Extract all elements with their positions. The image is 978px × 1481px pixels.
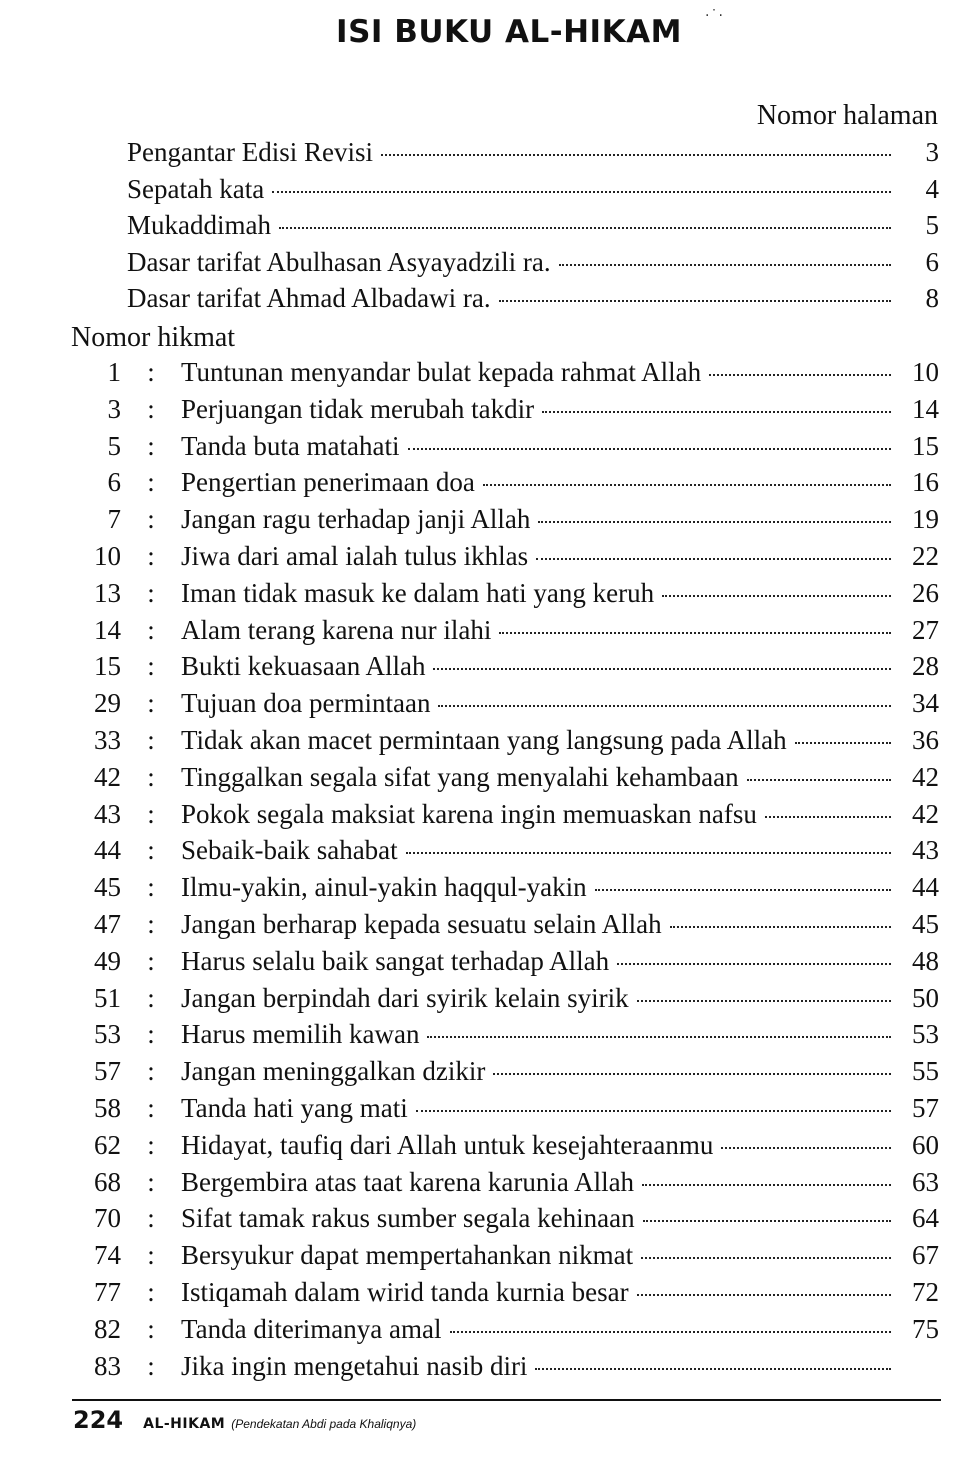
toc-entry-page: 3 (925, 137, 939, 167)
dot-leader (721, 1147, 891, 1149)
hikmat-entry[interactable] (64, 909, 939, 946)
hikmat-number: 7 (107, 504, 121, 535)
hikmat-section-label: Nomor hikmat (71, 322, 236, 353)
hikmat-page: 43 (912, 835, 939, 866)
hikmat-number: 1 (107, 357, 121, 387)
hikmat-title: Jangan berharap kepada sesuatu selain Allah (181, 908, 662, 939)
dot-leader (279, 227, 891, 229)
hikmat-separator: : (147, 835, 155, 866)
hikmat-separator: : (147, 651, 155, 682)
dot-leader (406, 852, 891, 854)
hikmat-page: 10 (912, 357, 939, 387)
hikmat-entry[interactable] (64, 431, 939, 468)
hikmat-title: Tanda buta matahati (181, 430, 400, 461)
hikmat-title: Perjuangan tidak merubah takdir (181, 393, 535, 424)
hikmat-entry[interactable] (64, 1019, 939, 1056)
hikmat-entry[interactable] (64, 357, 939, 394)
hikmat-number: 33 (94, 724, 121, 755)
hikmat-title: Iman tidak masuk ke dalam hati yang keruh (181, 577, 655, 608)
hikmat-page: 60 (912, 1129, 939, 1160)
hikmat-entry[interactable] (64, 725, 939, 762)
hikmat-title: Bukti kekuasaan Allah (181, 651, 426, 682)
toc-entry[interactable] (127, 137, 939, 174)
hikmat-number: 10 (94, 540, 121, 571)
toc-entry-title: Dasar tarifat Abulhasan Asyayadzili ra. (127, 246, 551, 277)
dot-leader (709, 374, 891, 376)
hikmat-title: Sebaik-baik sahabat (181, 835, 398, 866)
hikmat-entry[interactable] (64, 467, 939, 504)
dot-leader (747, 779, 891, 781)
hikmat-separator: : (147, 577, 155, 608)
hikmat-entry[interactable] (64, 1093, 939, 1130)
hikmat-page: 27 (912, 614, 939, 645)
hikmat-number: 49 (94, 945, 121, 976)
hikmat-title: Tanda diterimanya amal (181, 1313, 442, 1344)
toc-entry-title: Dasar tarifat Ahmad Albadawi ra. (127, 283, 491, 313)
hikmat-page: 63 (912, 1166, 939, 1197)
hikmat-entry[interactable] (64, 1056, 939, 1093)
dot-leader (493, 1073, 891, 1075)
hikmat-separator: : (147, 1240, 155, 1271)
dot-leader (542, 411, 891, 413)
hikmat-title: Bersyukur dapat mempertahankan nikmat (181, 1240, 634, 1271)
hikmat-title: Jangan ragu terhadap janji Allah (181, 504, 531, 535)
dot-leader (642, 1184, 891, 1186)
hikmat-separator: : (147, 798, 155, 829)
hikmat-page: 14 (912, 393, 939, 424)
dot-leader (643, 1220, 891, 1222)
hikmat-title: Tinggalkan segala sifat yang menyalahi kehambaan (181, 761, 739, 792)
hikmat-separator: : (147, 1056, 155, 1087)
hikmat-separator: : (147, 1203, 155, 1234)
hikmat-title: Jika ingin mengetahui nasib diri (181, 1350, 528, 1381)
dot-leader (536, 558, 891, 560)
hikmat-entry[interactable] (64, 799, 939, 836)
hikmat-separator: : (147, 761, 155, 792)
hikmat-title: Sifat tamak rakus sumber segala kehinaan (181, 1203, 635, 1234)
hikmat-number: 43 (94, 798, 121, 829)
hikmat-page: 26 (912, 577, 939, 608)
dot-leader (499, 632, 891, 634)
hikmat-number: 51 (94, 982, 121, 1013)
footer-page-number: 224 (73, 1406, 124, 1434)
hikmat-entry[interactable] (64, 615, 939, 652)
dot-leader (381, 154, 891, 156)
toc-entry-page: 6 (925, 246, 939, 277)
hikmat-entry[interactable] (64, 762, 939, 799)
dot-leader (637, 1000, 891, 1002)
page-footer (73, 1406, 416, 1434)
dot-leader (416, 1110, 891, 1112)
dot-leader (538, 521, 891, 523)
hikmat-entry[interactable] (64, 1130, 939, 1167)
hikmat-separator: : (147, 357, 155, 387)
hikmat-separator: : (147, 1092, 155, 1123)
hikmat-number: 6 (107, 467, 121, 498)
hikmat-number: 77 (94, 1276, 121, 1307)
hikmat-entry[interactable] (64, 394, 939, 431)
dot-leader (483, 484, 891, 486)
hikmat-page: 15 (912, 430, 939, 461)
hikmat-page: 42 (912, 761, 939, 792)
hikmat-entry[interactable] (64, 1351, 939, 1388)
hikmat-page: 57 (912, 1092, 939, 1123)
hikmat-title: Tujuan doa permintaan (181, 688, 431, 719)
hikmat-separator: : (147, 540, 155, 571)
dot-leader (670, 926, 891, 928)
hikmat-title: Pengertian penerimaan doa (181, 467, 475, 498)
hikmat-page: 28 (912, 651, 939, 682)
hikmat-entry[interactable] (64, 872, 939, 909)
hikmat-entry[interactable] (64, 1203, 939, 1240)
toc-entry[interactable] (127, 174, 939, 211)
footer-rule (72, 1399, 941, 1401)
hikmat-number: 82 (94, 1313, 121, 1344)
toc-entry-page: 4 (925, 173, 939, 204)
hikmat-entry[interactable] (64, 1167, 939, 1204)
hikmat-separator: : (147, 908, 155, 939)
hikmat-page: 67 (912, 1240, 939, 1271)
hikmat-page: 75 (912, 1313, 939, 1344)
toc-entry-title: Mukaddimah (127, 210, 271, 240)
hikmat-separator: : (147, 1129, 155, 1160)
hikmat-title: Bergembira atas taat karena karunia Allah (181, 1166, 635, 1197)
hikmat-entry[interactable] (64, 983, 939, 1020)
hikmat-title: Ilmu-yakin, ainul-yakin haqqul-yakin (181, 872, 587, 903)
toc-entry[interactable] (127, 283, 939, 320)
hikmat-entry[interactable] (64, 541, 939, 578)
hikmat-title: Tuntunan menyandar bulat kepada rahmat Allah (181, 357, 702, 387)
hikmat-title: Alam terang karena nur ilahi (181, 614, 492, 645)
dot-leader (617, 963, 891, 965)
hikmat-list (64, 357, 939, 1387)
hikmat-page: 64 (912, 1203, 939, 1234)
hikmat-page: 22 (912, 540, 939, 571)
hikmat-entry[interactable] (64, 835, 939, 872)
hikmat-separator: : (147, 1276, 155, 1307)
dot-leader (559, 264, 891, 266)
hikmat-number: 3 (107, 393, 121, 424)
hikmat-number: 62 (94, 1129, 121, 1160)
toc-entry-page: 5 (925, 210, 939, 240)
hikmat-page: 72 (912, 1276, 939, 1307)
footer-book-title: AL-HIKAM (143, 1416, 226, 1432)
dot-leader (433, 668, 891, 670)
toc-entry-title: Sepatah kata (127, 173, 265, 204)
toc-entry-title: Pengantar Edisi Revisi (127, 137, 373, 167)
hikmat-separator: : (147, 1350, 155, 1381)
hikmat-number: 74 (94, 1240, 121, 1271)
footer-subtitle: (Pendekatan Abdi pada Khaliqnya) (231, 1417, 417, 1431)
dot-leader (438, 705, 891, 707)
hikmat-number: 5 (107, 430, 121, 461)
hikmat-page: 45 (912, 908, 939, 939)
dot-leader (637, 1294, 891, 1296)
hikmat-separator: : (147, 945, 155, 976)
hikmat-page: 36 (912, 724, 939, 755)
hikmat-page: 42 (912, 798, 939, 829)
hikmat-title: Istiqamah dalam wirid tanda kurnia besar (181, 1276, 629, 1307)
hikmat-title: Hidayat, taufiq dari Allah untuk kesejahteraanmu (181, 1129, 714, 1160)
hikmat-page: 44 (912, 872, 939, 903)
dot-leader (408, 448, 891, 450)
print-speck: ·˙· (705, 8, 724, 24)
hikmat-entry[interactable] (64, 504, 939, 541)
hikmat-entry[interactable] (64, 688, 939, 725)
dot-leader (795, 742, 891, 744)
hikmat-number: 58 (94, 1092, 121, 1123)
hikmat-entry[interactable] (64, 651, 939, 688)
hikmat-separator: : (147, 1313, 155, 1344)
hikmat-separator: : (147, 688, 155, 719)
front-matter-list (127, 137, 939, 320)
hikmat-separator: : (147, 982, 155, 1013)
hikmat-title: Tidak akan macet permintaan yang langsung pada Allah (181, 724, 787, 755)
page-number-header: Nomor halaman (756, 100, 938, 131)
dot-leader (427, 1036, 891, 1038)
page-title: ISI BUKU AL-HIKAM (336, 14, 682, 50)
hikmat-separator: : (147, 393, 155, 424)
hikmat-page: 50 (912, 982, 939, 1013)
dot-leader (499, 300, 891, 302)
hikmat-entry[interactable] (64, 578, 939, 615)
hikmat-title: Jiwa dari amal ialah tulus ikhlas (181, 540, 529, 571)
hikmat-number: 45 (94, 872, 121, 903)
hikmat-number: 44 (94, 835, 121, 866)
hikmat-separator: : (147, 467, 155, 498)
hikmat-title: Jangan meninggalkan dzikir (181, 1056, 486, 1087)
hikmat-page: 55 (912, 1056, 939, 1087)
hikmat-title: Tanda hati yang mati (181, 1092, 408, 1123)
hikmat-separator: : (147, 614, 155, 645)
hikmat-number: 47 (94, 908, 121, 939)
hikmat-number: 70 (94, 1203, 121, 1234)
hikmat-number: 14 (94, 614, 121, 645)
hikmat-entry[interactable] (64, 946, 939, 983)
hikmat-number: 13 (94, 577, 121, 608)
hikmat-page: 19 (912, 504, 939, 535)
toc-entry[interactable] (127, 247, 939, 284)
hikmat-separator: : (147, 504, 155, 535)
hikmat-page: 16 (912, 467, 939, 498)
hikmat-title: Jangan berpindah dari syirik kelain syirik (181, 982, 629, 1013)
hikmat-entry[interactable] (64, 1240, 939, 1277)
toc-entry-page: 8 (925, 283, 939, 313)
hikmat-number: 83 (94, 1350, 121, 1381)
hikmat-page: 53 (912, 1019, 939, 1050)
hikmat-number: 57 (94, 1056, 121, 1087)
hikmat-page: 48 (912, 945, 939, 976)
hikmat-separator: : (147, 1166, 155, 1197)
dot-leader (662, 595, 891, 597)
dot-leader (272, 191, 891, 193)
hikmat-entry[interactable] (64, 1314, 939, 1351)
hikmat-entry[interactable] (64, 1277, 939, 1314)
hikmat-number: 29 (94, 688, 121, 719)
dot-leader (450, 1331, 892, 1333)
dot-leader (535, 1368, 891, 1370)
hikmat-number: 53 (94, 1019, 121, 1050)
hikmat-number: 42 (94, 761, 121, 792)
hikmat-separator: : (147, 724, 155, 755)
hikmat-number: 68 (94, 1166, 121, 1197)
hikmat-separator: : (147, 1019, 155, 1050)
hikmat-separator: : (147, 872, 155, 903)
dot-leader (641, 1257, 891, 1259)
dot-leader (595, 889, 891, 891)
hikmat-separator: : (147, 430, 155, 461)
hikmat-title: Harus selalu baik sangat terhadap Allah (181, 945, 610, 976)
hikmat-page: 34 (912, 688, 939, 719)
hikmat-number: 15 (94, 651, 121, 682)
toc-entry[interactable] (127, 210, 939, 247)
dot-leader (765, 816, 891, 818)
hikmat-title: Pokok segala maksiat karena ingin memuaskan nafsu (181, 798, 757, 829)
hikmat-title: Harus memilih kawan (181, 1019, 420, 1050)
